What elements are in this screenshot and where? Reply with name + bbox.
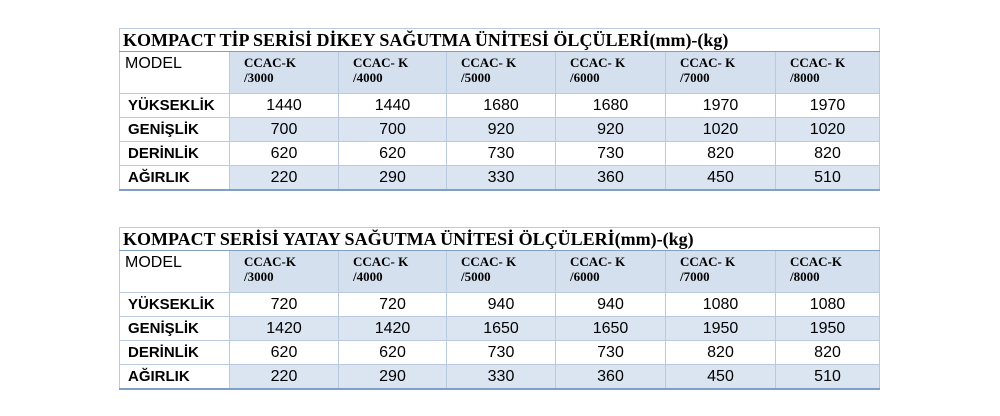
table-row-width xyxy=(120,317,880,341)
value-cell: 920 xyxy=(556,118,666,142)
table-title: KOMPACT SERİSİ YATAY SAĞUTMA ÜNİTESİ ÖLÇÜLERİ(mm)-(kg) xyxy=(120,228,880,251)
value-cell: 620 xyxy=(230,341,339,365)
value-cell: 820 xyxy=(776,142,880,166)
value-cell: 1420 xyxy=(230,317,339,341)
value-cell: 730 xyxy=(556,142,666,166)
value-cell: 1680 xyxy=(556,94,666,118)
model-cell: CCAC- K /6000 xyxy=(556,52,666,94)
model-cell: CCAC- K /6000 xyxy=(556,251,666,293)
value-cell: 820 xyxy=(666,142,776,166)
value-cell: 290 xyxy=(339,365,447,390)
value-cell: 1950 xyxy=(666,317,776,341)
value-cell: 940 xyxy=(447,293,556,317)
value-cell: 620 xyxy=(230,142,339,166)
model-cell: CCAC- K /4000 xyxy=(339,52,447,94)
table-row-weight xyxy=(120,365,880,390)
value-cell: 450 xyxy=(666,365,776,390)
model-cell: CCAC- K /5000 xyxy=(447,251,556,293)
model-cell: CCAC- K /8000 xyxy=(776,52,880,94)
model-header: MODEL xyxy=(120,251,230,293)
row-label: DERİNLİK xyxy=(120,341,230,365)
value-cell: 360 xyxy=(556,166,666,191)
model-cell: CCAC-K /3000 xyxy=(230,251,339,293)
horizontal-unit-dimensions-table xyxy=(119,227,880,390)
model-cell: CCAC-K /3000 xyxy=(230,52,339,94)
value-cell: 290 xyxy=(339,166,447,191)
row-label: AĞIRLIK xyxy=(120,166,230,191)
model-cell: CCAC- K /7000 xyxy=(666,251,776,293)
value-cell: 330 xyxy=(447,166,556,191)
model-cell: CCAC- K /7000 xyxy=(666,52,776,94)
value-cell: 1680 xyxy=(447,94,556,118)
value-cell: 730 xyxy=(447,341,556,365)
table-row-depth xyxy=(120,142,880,166)
value-cell: 1420 xyxy=(339,317,447,341)
value-cell: 330 xyxy=(447,365,556,390)
value-cell: 920 xyxy=(447,118,556,142)
row-label: AĞIRLIK xyxy=(120,365,230,390)
value-cell: 1080 xyxy=(666,293,776,317)
value-cell: 1650 xyxy=(556,317,666,341)
table-row-width xyxy=(120,118,880,142)
vertical-unit-dimensions-table xyxy=(119,28,880,191)
table-row-height xyxy=(120,293,880,317)
value-cell: 510 xyxy=(776,166,880,191)
value-cell: 700 xyxy=(339,118,447,142)
row-label: YÜKSEKLİK xyxy=(120,94,230,118)
value-cell: 820 xyxy=(666,341,776,365)
value-cell: 700 xyxy=(230,118,339,142)
value-cell: 1970 xyxy=(666,94,776,118)
value-cell: 940 xyxy=(556,293,666,317)
value-cell: 1440 xyxy=(339,94,447,118)
value-cell: 1950 xyxy=(776,317,880,341)
table-row-depth xyxy=(120,341,880,365)
table-row-weight xyxy=(120,166,880,191)
row-label: GENİŞLİK xyxy=(120,317,230,341)
value-cell: 1020 xyxy=(666,118,776,142)
value-cell: 720 xyxy=(230,293,339,317)
value-cell: 220 xyxy=(230,166,339,191)
value-cell: 730 xyxy=(556,341,666,365)
value-cell: 720 xyxy=(339,293,447,317)
value-cell: 360 xyxy=(556,365,666,390)
table-row-height xyxy=(120,94,880,118)
value-cell: 1440 xyxy=(230,94,339,118)
model-cell: CCAC- K /4000 xyxy=(339,251,447,293)
row-label: DERİNLİK xyxy=(120,142,230,166)
value-cell: 1020 xyxy=(776,118,880,142)
row-label: GENİŞLİK xyxy=(120,118,230,142)
value-cell: 730 xyxy=(447,142,556,166)
model-cell: CCAC-K /8000 xyxy=(776,251,880,293)
value-cell: 1970 xyxy=(776,94,880,118)
table-title: KOMPACT TİP SERİSİ DİKEY SAĞUTMA ÜNİTESİ ÖLÇÜLERİ(mm)-(kg) xyxy=(120,29,880,52)
value-cell: 620 xyxy=(339,142,447,166)
value-cell: 1080 xyxy=(776,293,880,317)
value-cell: 820 xyxy=(776,341,880,365)
row-label: YÜKSEKLİK xyxy=(120,293,230,317)
value-cell: 620 xyxy=(339,341,447,365)
value-cell: 1650 xyxy=(447,317,556,341)
model-cell: CCAC- K /5000 xyxy=(447,52,556,94)
value-cell: 510 xyxy=(776,365,880,390)
model-header: MODEL xyxy=(120,52,230,94)
value-cell: 220 xyxy=(230,365,339,390)
value-cell: 450 xyxy=(666,166,776,191)
